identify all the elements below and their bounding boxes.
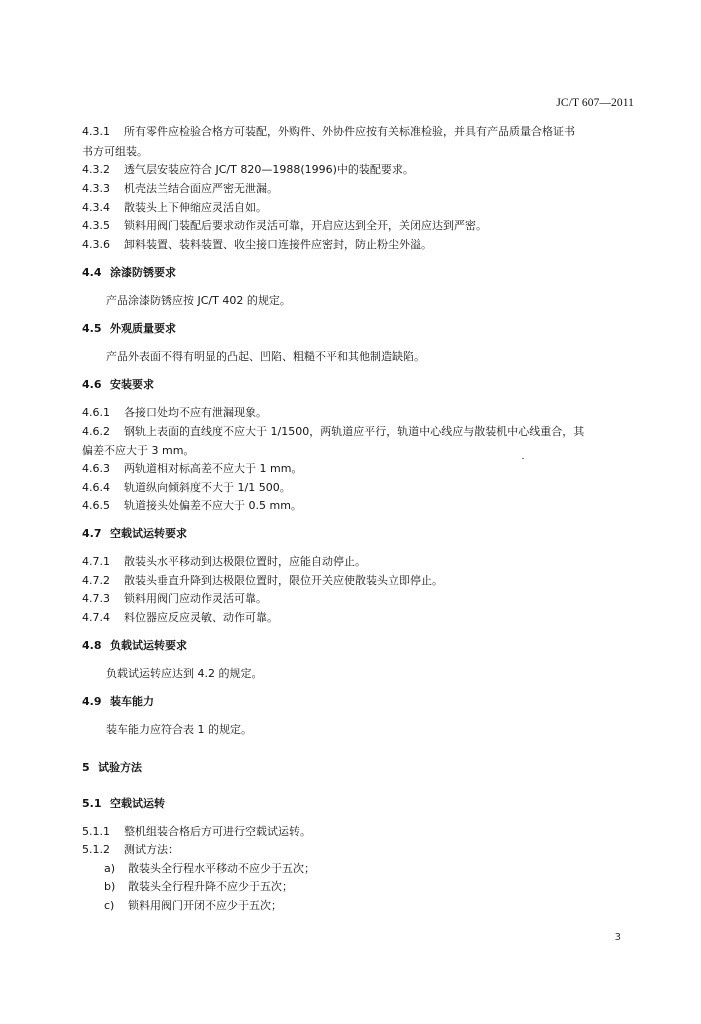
clause-text: 卸料装置、装料装置、收尘接口连接件应密封，防止粉尘外溢。 [124,238,432,251]
clause-text: 散装头水平移动到达极限位置时，应能自动停止。 [124,555,366,568]
clause-text: 料位器应反应灵敏、动作可靠。 [124,611,278,624]
clause-number: 4.7.2 [82,574,110,587]
clause-text: 散装头垂直升降到达极限位置时，限位开关应使散装头立即停止。 [124,574,443,587]
clause-text: 所有零件应检验合格方可装配，外购件、外协件应按有关标准检验，并具有产品质量合格证书 [124,125,575,138]
clause-text: 透气层安装应符合 JC/T 820—1988(1996)中的装配要求。 [124,163,414,176]
clause-text: 整机组装合格后方可进行空载试运转。 [124,825,311,838]
clause-number: 5.1.2 [82,843,110,856]
paragraph: 装车能力应符合表 1 的规定。 [106,723,252,736]
clause-text: 钢轨上表面的直线度不应大于 1/1500，两轨道应平行，轨道中心线应与散装机中心线重合，其 [124,425,585,438]
section-number: 4.9 [82,695,102,708]
clause-text: 散装头上下伸缩应灵活自如。 [124,201,267,214]
clause-number: 5.1.1 [82,825,110,838]
clause-number: 4.7.4 [82,611,110,624]
list-marker: c) [104,899,115,912]
clause-number: 4.6.1 [82,406,110,419]
clause-text: 各接口处均不应有泄漏现象。 [124,406,267,419]
clause-text: 偏差不应大于 3 mm。 [82,444,195,457]
paragraph: 负载试运转应达到 4.2 的规定。 [106,667,263,680]
clause-number: 4.7.1 [82,555,110,568]
clause-text: 机壳法兰结合面应严密无泄漏。 [124,182,278,195]
clause-number: 4.6.4 [82,481,110,494]
list-item-text: 锁料用阀门开闭不应少于五次； [128,899,282,912]
document-code-header: JC/T 607—2011 [556,97,634,109]
clause-text: 锁料用阀门应动作灵活可靠。 [124,592,267,605]
section-heading: 安装要求 [110,378,154,391]
list-item-text: 散装头全行程水平移动不应少于五次； [128,862,315,875]
clause-number: 4.7.3 [82,592,110,605]
clause-number: 4.3.2 [82,163,110,176]
section-number: 4.5 [82,322,102,335]
clause-text: 测试方法： [124,843,179,856]
page-number: 3 [614,932,621,943]
clause-number: 4.3.6 [82,238,110,251]
section-number: 4.4 [82,266,102,279]
clause-number: 4.6.2 [82,425,110,438]
clause-number: 4.3.1 [82,125,110,138]
paragraph: 产品涂漆防锈应按 JC/T 402 的规定。 [106,294,291,307]
clause-number: 4.6.3 [82,462,110,475]
paragraph: 产品外表面不得有明显的凸起、凹陷、粗糙不平和其他制造缺陷。 [106,350,425,363]
list-item-text: 散装头全行程升降不应少于五次； [128,880,293,893]
section-heading: 外观质量要求 [110,322,176,335]
list-marker: a) [104,862,116,875]
section-heading: 空载试运转 [110,797,165,810]
section-number: 4.6 [82,378,102,391]
clause-text: 书方可组装。 [82,145,148,158]
section-heading: 装车能力 [110,695,154,708]
clause-text: 锁料用阀门装配后要求动作灵活可靠，开启应达到全开，关闭应达到严密。 [124,219,487,232]
section-heading: 空载试运转要求 [110,527,187,540]
clause-text: 轨道纵向倾斜度不大于 1/1 500。 [124,481,291,494]
section-heading: 负载试运转要求 [110,639,187,652]
clause-text: 两轨道相对标高差不应大于 1 mm。 [124,462,303,475]
chapter-number: 5 [82,761,90,774]
scan-speck [522,458,524,459]
section-number: 5.1 [82,797,102,810]
chapter-heading: 试验方法 [98,761,142,774]
clause-number: 4.3.4 [82,201,110,214]
section-heading: 涂漆防锈要求 [110,266,176,279]
section-number: 4.8 [82,639,102,652]
clause-number: 4.3.3 [82,182,110,195]
list-marker: b) [104,880,116,893]
clause-text: 轨道接头处偏差不应大于 0.5 mm。 [124,499,302,512]
clause-number: 4.3.5 [82,219,110,232]
clause-number: 4.6.5 [82,499,110,512]
section-number: 4.7 [82,527,102,540]
